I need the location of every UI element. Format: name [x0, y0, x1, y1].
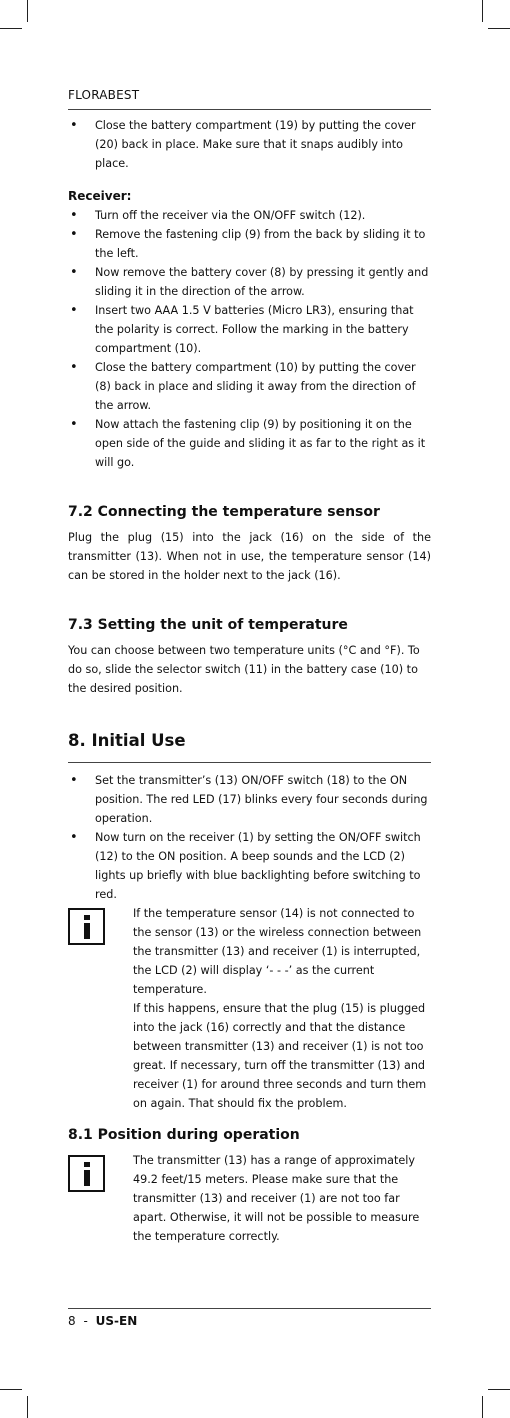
crop-mark [27, 1396, 28, 1418]
crop-mark [482, 0, 483, 22]
list-item: • Turn off the receiver via the ON/OFF switch (12). [68, 206, 431, 225]
list-item: • Close the battery compartment (19) by putting the cover (20) back in place. Make sure that it snaps audibly into place. [68, 116, 431, 173]
info-icon [68, 908, 105, 945]
list-item: • Set the transmitter’s (13) ON/OFF switch (18) to the ON position. The red LED (17) blinks every four seconds during operation. [68, 771, 431, 828]
section-7-3-body: You can choose between two temperature units (°C and °F). To do so, slide the selector switch (11) in the battery case (10) to the desired position. [68, 644, 420, 695]
section-7-2-heading: 7.2 Connecting the temperature sensor [68, 504, 380, 520]
note-paragraph: If the temperature sensor (14) is not connected to the sensor (13) or the wireless connection between the transmitter (13) and receiver (1) is interrupted, the LCD (2) will display ‘- - -’ as the current temperature. [133, 907, 422, 996]
crop-mark [0, 1389, 22, 1390]
note-paragraph: If this happens, ensure that the plug (15) is plugged into the jack (16) correctly and that the distance between transmitter (13) and receiver (1) is not too great. If necessary, turn off the transmitter (13) and receiver (1) for around three seconds and turn them on again. That should fix the problem. [133, 1002, 427, 1110]
page-footer [68, 1308, 431, 1328]
crop-mark [482, 1396, 483, 1418]
info-note [68, 1151, 431, 1246]
list-item: • Now turn on the receiver (1) by setting the ON/OFF switch (12) to the ON position. A beep sounds and the LCD (2) lights up briefly with blue backlighting before switching to red. [68, 828, 431, 904]
footer-text [68, 1314, 431, 1328]
footer-separator: - [83, 1314, 88, 1328]
receiver-list [68, 206, 431, 472]
list-item: • Remove the fastening clip (9) from the back by sliding it to the left. [68, 225, 431, 263]
header-rule [68, 109, 431, 110]
info-note [68, 904, 431, 1113]
page-content [68, 116, 431, 1246]
section-8-heading: 8. Initial Use [68, 731, 186, 750]
crop-mark [27, 0, 28, 22]
section-8-1-heading: 8.1 Position during operation [68, 1127, 300, 1143]
list-item: • Insert two AAA 1.5 V batteries (Micro LR3), ensuring that the polarity is correct. Follow the marking in the battery compartment (10). [68, 301, 431, 358]
list-item: • Close the battery compartment (10) by putting the cover (8) back in place and sliding it away from the direction of the arrow. [68, 358, 431, 415]
section-8-rule [68, 762, 431, 763]
section-7-2-body: Plug the plug (15) into the jack (16) on the side of the transmitter (13). When not in use, the temperature sensor (14) can be stored in the holder next to the jack (16). [68, 531, 431, 582]
receiver-heading: Receiver: [68, 189, 132, 203]
page-number: 8 [68, 1314, 76, 1328]
brand-header: FLORABEST [68, 88, 140, 102]
list-item: • Now attach the fastening clip (9) by positioning it on the open side of the guide and sliding it as far to the right as it will go. [68, 415, 431, 472]
crop-mark [488, 28, 510, 29]
info-icon [68, 1155, 105, 1192]
footer-rule [68, 1308, 431, 1309]
crop-mark [0, 28, 22, 29]
list-item: • Now remove the battery cover (8) by pressing it gently and sliding it in the direction of the arrow. [68, 263, 431, 301]
locale-label: US-EN [95, 1314, 138, 1328]
note-paragraph: The transmitter (13) has a range of approximately 49.2 feet/15 meters. Please make sure that the transmitter (13) and receiver (1) are not too far apart. Otherwise, it will not be possible to measure the temperature correctly. [133, 1154, 420, 1243]
initial-use-list [68, 771, 431, 904]
section-7-3-heading: 7.3 Setting the unit of temperature [68, 617, 348, 633]
crop-mark [488, 1389, 510, 1390]
intro-list [68, 116, 431, 173]
